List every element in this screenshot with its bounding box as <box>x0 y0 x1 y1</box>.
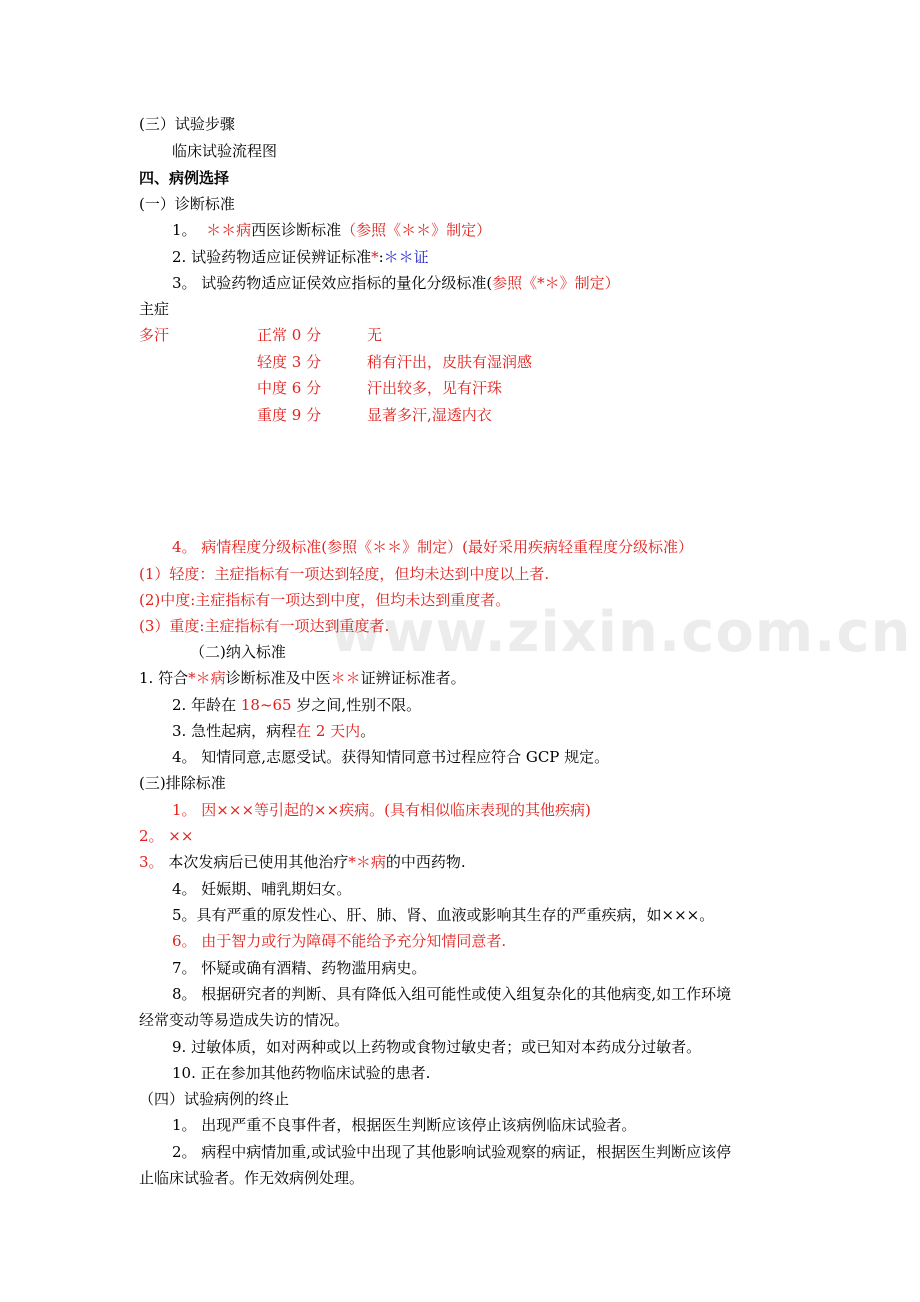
symptom-name: 多汗 <box>139 326 170 344</box>
severity-moderate: (2)中度:主症指标有一项达到中度，但均未达到重度者。 <box>139 591 511 609</box>
exclusion-item-3: 3。 本次发病后已使用其他治疗*＊病的中西药物. <box>139 853 466 871</box>
watermark: www.zixin.com.cn <box>330 600 912 665</box>
main-symptom-label: 主症 <box>139 300 170 318</box>
grade-label: 轻度 3 分 <box>257 353 322 371</box>
inclusion-item-4: 4。 知情同意,志愿受试。获得知情同意书过程应符合 GCP 规定。 <box>172 748 610 766</box>
termination-item-2-cont: 止临床试验者。作无效病例处理。 <box>139 1169 365 1187</box>
exclusion-item-1: 1。 因×××等引起的××疾病。(具有相似临床表现的其他疾病) <box>172 801 591 819</box>
flowchart-caption: 临床试验流程图 <box>172 142 278 160</box>
grade-desc: 无 <box>367 326 383 344</box>
exclusion-criteria-heading: (三)排除标准 <box>139 774 226 792</box>
severity-criteria-item: 4。 病情程度分级标准(参照《＊＊》制定）(最好采用疾病轻重程度分级标准） <box>172 538 694 556</box>
inclusion-item-3: 3. 急性起病，病程在 2 天内。 <box>172 722 376 740</box>
diagnosis-item-1: 1。 ＊＊病西医诊断标准（参照《＊＊》制定） <box>172 221 492 239</box>
grade-label: 正常 0 分 <box>257 326 322 344</box>
exclusion-item-4: 4。 妊娠期、哺乳期妇女。 <box>172 880 352 898</box>
grade-label: 重度 9 分 <box>257 406 322 424</box>
grade-desc: 稍有汗出，皮肤有湿润感 <box>367 353 533 371</box>
severity-severe: (3）重度:主症指标有一项达到重度者. <box>139 617 390 635</box>
exclusion-item-6: 6。 由于智力或行为障碍不能给予充分知情同意者. <box>172 932 507 950</box>
exclusion-item-7: 7。 怀疑或确有酒精、药物滥用病史。 <box>172 959 427 977</box>
inclusion-item-2: 2. 年龄在 18~65 岁之间,性别不限。 <box>172 696 422 714</box>
grade-desc: 汗出较多，见有汗珠 <box>367 379 503 397</box>
inclusion-criteria-heading: （二)纳入标准 <box>190 643 286 661</box>
severity-mild: (1）轻度：主症指标有一项达到轻度，但均未达到中度以上者. <box>139 565 550 583</box>
diagnosis-item-2: 2. 试验药物适应证侯辨证标准*:＊＊证 <box>172 248 429 266</box>
grade-desc: 显著多汗,湿透内衣 <box>367 406 492 424</box>
exclusion-item-9: 9. 过敏体质，如对两种或以上药物或食物过敏史者；或已知对本药成分过敏者。 <box>172 1038 702 1056</box>
termination-heading: （四）试验病例的终止 <box>139 1090 290 1108</box>
exclusion-item-2: 2。 ×× <box>139 827 194 845</box>
section-case-selection-heading: 四、病例选择 <box>139 169 230 187</box>
termination-item-1: 1。 出现严重不良事件者，根据医生判断应该停止该病例临床试验者。 <box>172 1116 637 1134</box>
diagnosis-item-3: 3。 试验药物适应证侯效应指标的量化分级标准(参照《*＊》制定） <box>172 274 620 292</box>
section-steps-heading: (三）试验步骤 <box>139 115 235 133</box>
exclusion-item-10: 10. 正在参加其他药物临床试验的患者. <box>172 1064 431 1082</box>
diagnosis-criteria-heading: (一）诊断标准 <box>139 195 235 213</box>
inclusion-item-1: 1. 符合*＊病诊断标准及中医＊＊证辨证标准者。 <box>139 669 466 687</box>
termination-item-2: 2。 病程中病情加重,或试验中出现了其他影响试验观察的病证，根据医生判断应该停 <box>172 1143 732 1161</box>
exclusion-item-5: 5。具有严重的原发性心、肝、肺、肾、血液或影响其生存的严重疾病，如×××。 <box>172 906 715 924</box>
exclusion-item-8-cont: 经常变动等易造成失访的情况。 <box>139 1011 350 1029</box>
grade-label: 中度 6 分 <box>257 379 322 397</box>
exclusion-item-8: 8。 根据研究者的判断、具有降低入组可能性或使入组复杂化的其他病变,如工作环境 <box>172 985 732 1003</box>
